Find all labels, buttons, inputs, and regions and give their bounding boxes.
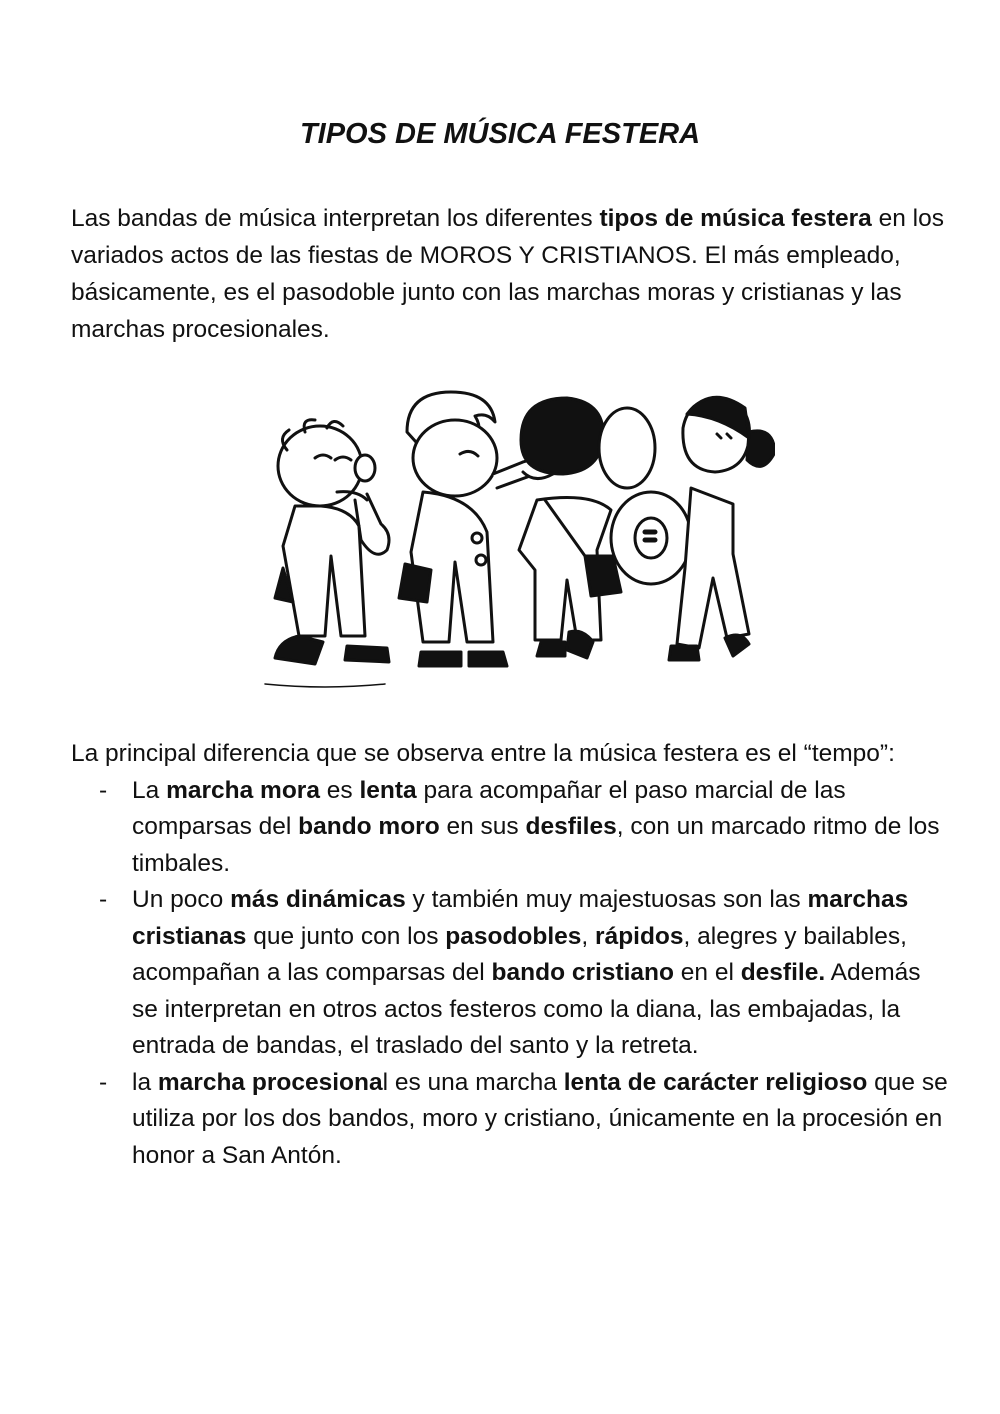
list-bullet: -	[99, 776, 108, 804]
item-text: es	[319, 776, 360, 804]
item-bold: pasodobles	[445, 922, 582, 950]
item-bold: desfiles	[525, 813, 617, 840]
list-item	[71, 1065, 951, 1175]
intro-text: Las bandas de música interpretan los diferentes	[71, 205, 600, 232]
item-text: Además se interpretan en otros actos festeros como la diana, las embajadas, la entrada de bandas, el traslado del santo y la retreta.	[132, 959, 921, 1059]
item-text: que se utiliza por los dos bandos, moro y cristiano, únicamente en la procesión en honor a San Antón.	[132, 1068, 948, 1169]
item-bold: marcha mora	[166, 776, 320, 804]
list-bullet: -	[99, 1068, 108, 1096]
item-text: Un poco	[132, 886, 231, 913]
item-text: para acompañar el paso marcial de las comparsas del	[132, 776, 846, 840]
item-text: , alegres y bailables, acompañan a las comparsas del	[132, 922, 907, 986]
page-title: TIPOS DE MÚSICA FESTERA	[299, 118, 701, 150]
tuba-player-figure	[599, 397, 775, 660]
item-bold: más dinámicas	[230, 886, 406, 913]
section-lead: La principal diferencia que se observa entre la música festera es el “tempo”:	[71, 740, 895, 767]
item-bold: rápidos	[595, 922, 684, 950]
item-text: La	[132, 776, 167, 804]
list-item	[71, 882, 951, 1065]
saxophonist-figure	[275, 420, 389, 664]
item-text: , con un marcado ritmo de los timbales.	[132, 813, 940, 877]
item-bold: bando cristiano	[491, 959, 674, 986]
item-text: ,	[581, 922, 596, 950]
intro-text: en los variados actos de las fiestas de MOROS Y CRISTIANOS. El más empleado, básicamente, es el pasodoble junto con las marchas moras y cristianas y las marchas procesionales.	[71, 205, 944, 343]
item-text: en el	[673, 959, 741, 986]
item-bold: lenta de carácter religioso	[563, 1068, 868, 1096]
item-bold: desfile.	[740, 959, 826, 986]
item-text: l es una marcha	[382, 1068, 564, 1096]
item-bold: lenta	[359, 776, 417, 804]
intro-paragraph	[71, 200, 951, 348]
list-item	[71, 773, 951, 883]
item-text: en sus	[439, 813, 526, 840]
tempo-section	[71, 736, 951, 1174]
item-bold: marcha procesiona	[157, 1068, 383, 1096]
tempo-list	[71, 773, 951, 1175]
item-text: que junto con los	[246, 922, 446, 950]
item-bold: marchas cristianas	[132, 886, 909, 950]
item-text: y también muy majestuosas son las	[405, 886, 808, 913]
list-bullet: -	[99, 886, 108, 913]
band-musicians-illustration	[255, 388, 775, 696]
intro-bold: tipos de música festera	[599, 205, 872, 232]
item-text: la	[132, 1068, 158, 1096]
item-bold: bando moro	[298, 813, 440, 840]
